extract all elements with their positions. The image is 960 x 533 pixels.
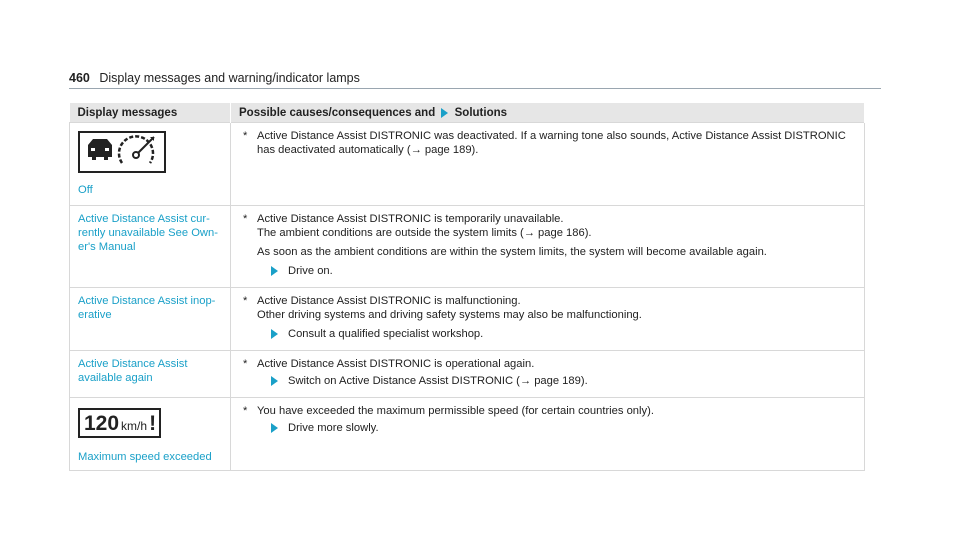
solution-text: Consult a qualified specialist workshop. — [288, 328, 484, 340]
max-speed-sign — [78, 408, 161, 438]
message-text: Off — [78, 184, 93, 196]
causes-cell — [231, 206, 865, 288]
table-row — [70, 288, 865, 351]
solution-text: Drive more slowly. — [288, 422, 379, 434]
message-cell: Active Distance Assist available again — [70, 351, 231, 398]
cause-item — [243, 212, 856, 226]
speed-unit: km/h — [121, 419, 148, 433]
solution-step — [271, 374, 856, 388]
causes-cell — [231, 288, 865, 351]
warning-exclamation-icon: ! — [149, 412, 157, 435]
table-header-row — [70, 103, 865, 123]
play-arrow-icon — [271, 329, 278, 339]
message-cell: Active Distance Assist cur- rently unavailable See Own- er's Manual — [70, 206, 231, 288]
page-section-title: Display messages and warning/indicator lamps — [99, 71, 360, 85]
cause-item — [243, 129, 856, 157]
cause-item — [243, 294, 856, 308]
solution-step — [271, 421, 856, 435]
solution-text: Switch on Active Distance Assist DISTRONIC (→ page 189). — [288, 375, 588, 387]
play-arrow-icon — [271, 266, 278, 276]
cause-text: The ambient conditions are outside the system limits (→ page 186). — [257, 227, 592, 239]
display-messages-table — [69, 103, 865, 471]
col-header-causes-solutions — [231, 103, 865, 123]
cause-text: Active Distance Assist DISTRONIC is operational again. — [257, 358, 535, 370]
cause-item — [243, 404, 856, 418]
message-text: Maximum speed exceeded — [78, 451, 212, 463]
causes-cell — [231, 398, 865, 471]
bullet-star: * — [243, 358, 248, 370]
causes-cell — [231, 123, 865, 206]
cause-text: Active Distance Assist DISTRONIC is malfunctioning. — [257, 295, 521, 307]
bullet-star: * — [243, 295, 248, 307]
solution-step — [271, 327, 856, 341]
table-row — [70, 351, 865, 398]
causes-cell — [231, 351, 865, 398]
play-arrow-icon — [271, 376, 278, 386]
cause-text: Other driving systems and driving safety systems may also be malfunctioning. — [257, 309, 642, 321]
bullet-star: * — [243, 213, 248, 225]
bullet-star: * — [243, 130, 248, 142]
table-row — [70, 206, 865, 288]
message-cell — [70, 398, 231, 471]
bullet-star: * — [243, 405, 248, 417]
cause-text: Active Distance Assist DISTRONIC was deactivated. If a warning tone also sounds, Active Distance Assist DISTRONIC has deactivated automatically (→ page 189). — [257, 130, 846, 156]
cause-text: Active Distance Assist DISTRONIC is temporarily unavailable. — [257, 213, 564, 225]
table-row — [70, 123, 865, 206]
cause-text: As soon as the ambient conditions are within the system limits, the system will become available again. — [257, 246, 767, 258]
solution-step — [271, 264, 856, 278]
distance-assist-gauge-icon — [78, 131, 222, 177]
col-header-display-messages: Display messages — [70, 103, 231, 123]
cause-text: You have exceeded the maximum permissible speed (for certain countries only). — [257, 405, 654, 417]
play-arrow-icon — [271, 423, 278, 433]
col-header-solutions: Solutions — [454, 107, 508, 119]
play-arrow-icon — [441, 108, 448, 118]
table-row — [70, 398, 865, 471]
speed-value: 120 — [84, 412, 120, 435]
col-header-causes: Possible causes/consequences and — [239, 107, 436, 119]
header-divider — [69, 88, 881, 89]
page-header — [69, 71, 360, 85]
message-cell: Active Distance Assist inop- erative — [70, 288, 231, 351]
message-cell — [70, 123, 231, 206]
solution-text: Drive on. — [288, 265, 333, 277]
page-number: 460 — [69, 71, 90, 85]
cause-item — [243, 357, 856, 371]
